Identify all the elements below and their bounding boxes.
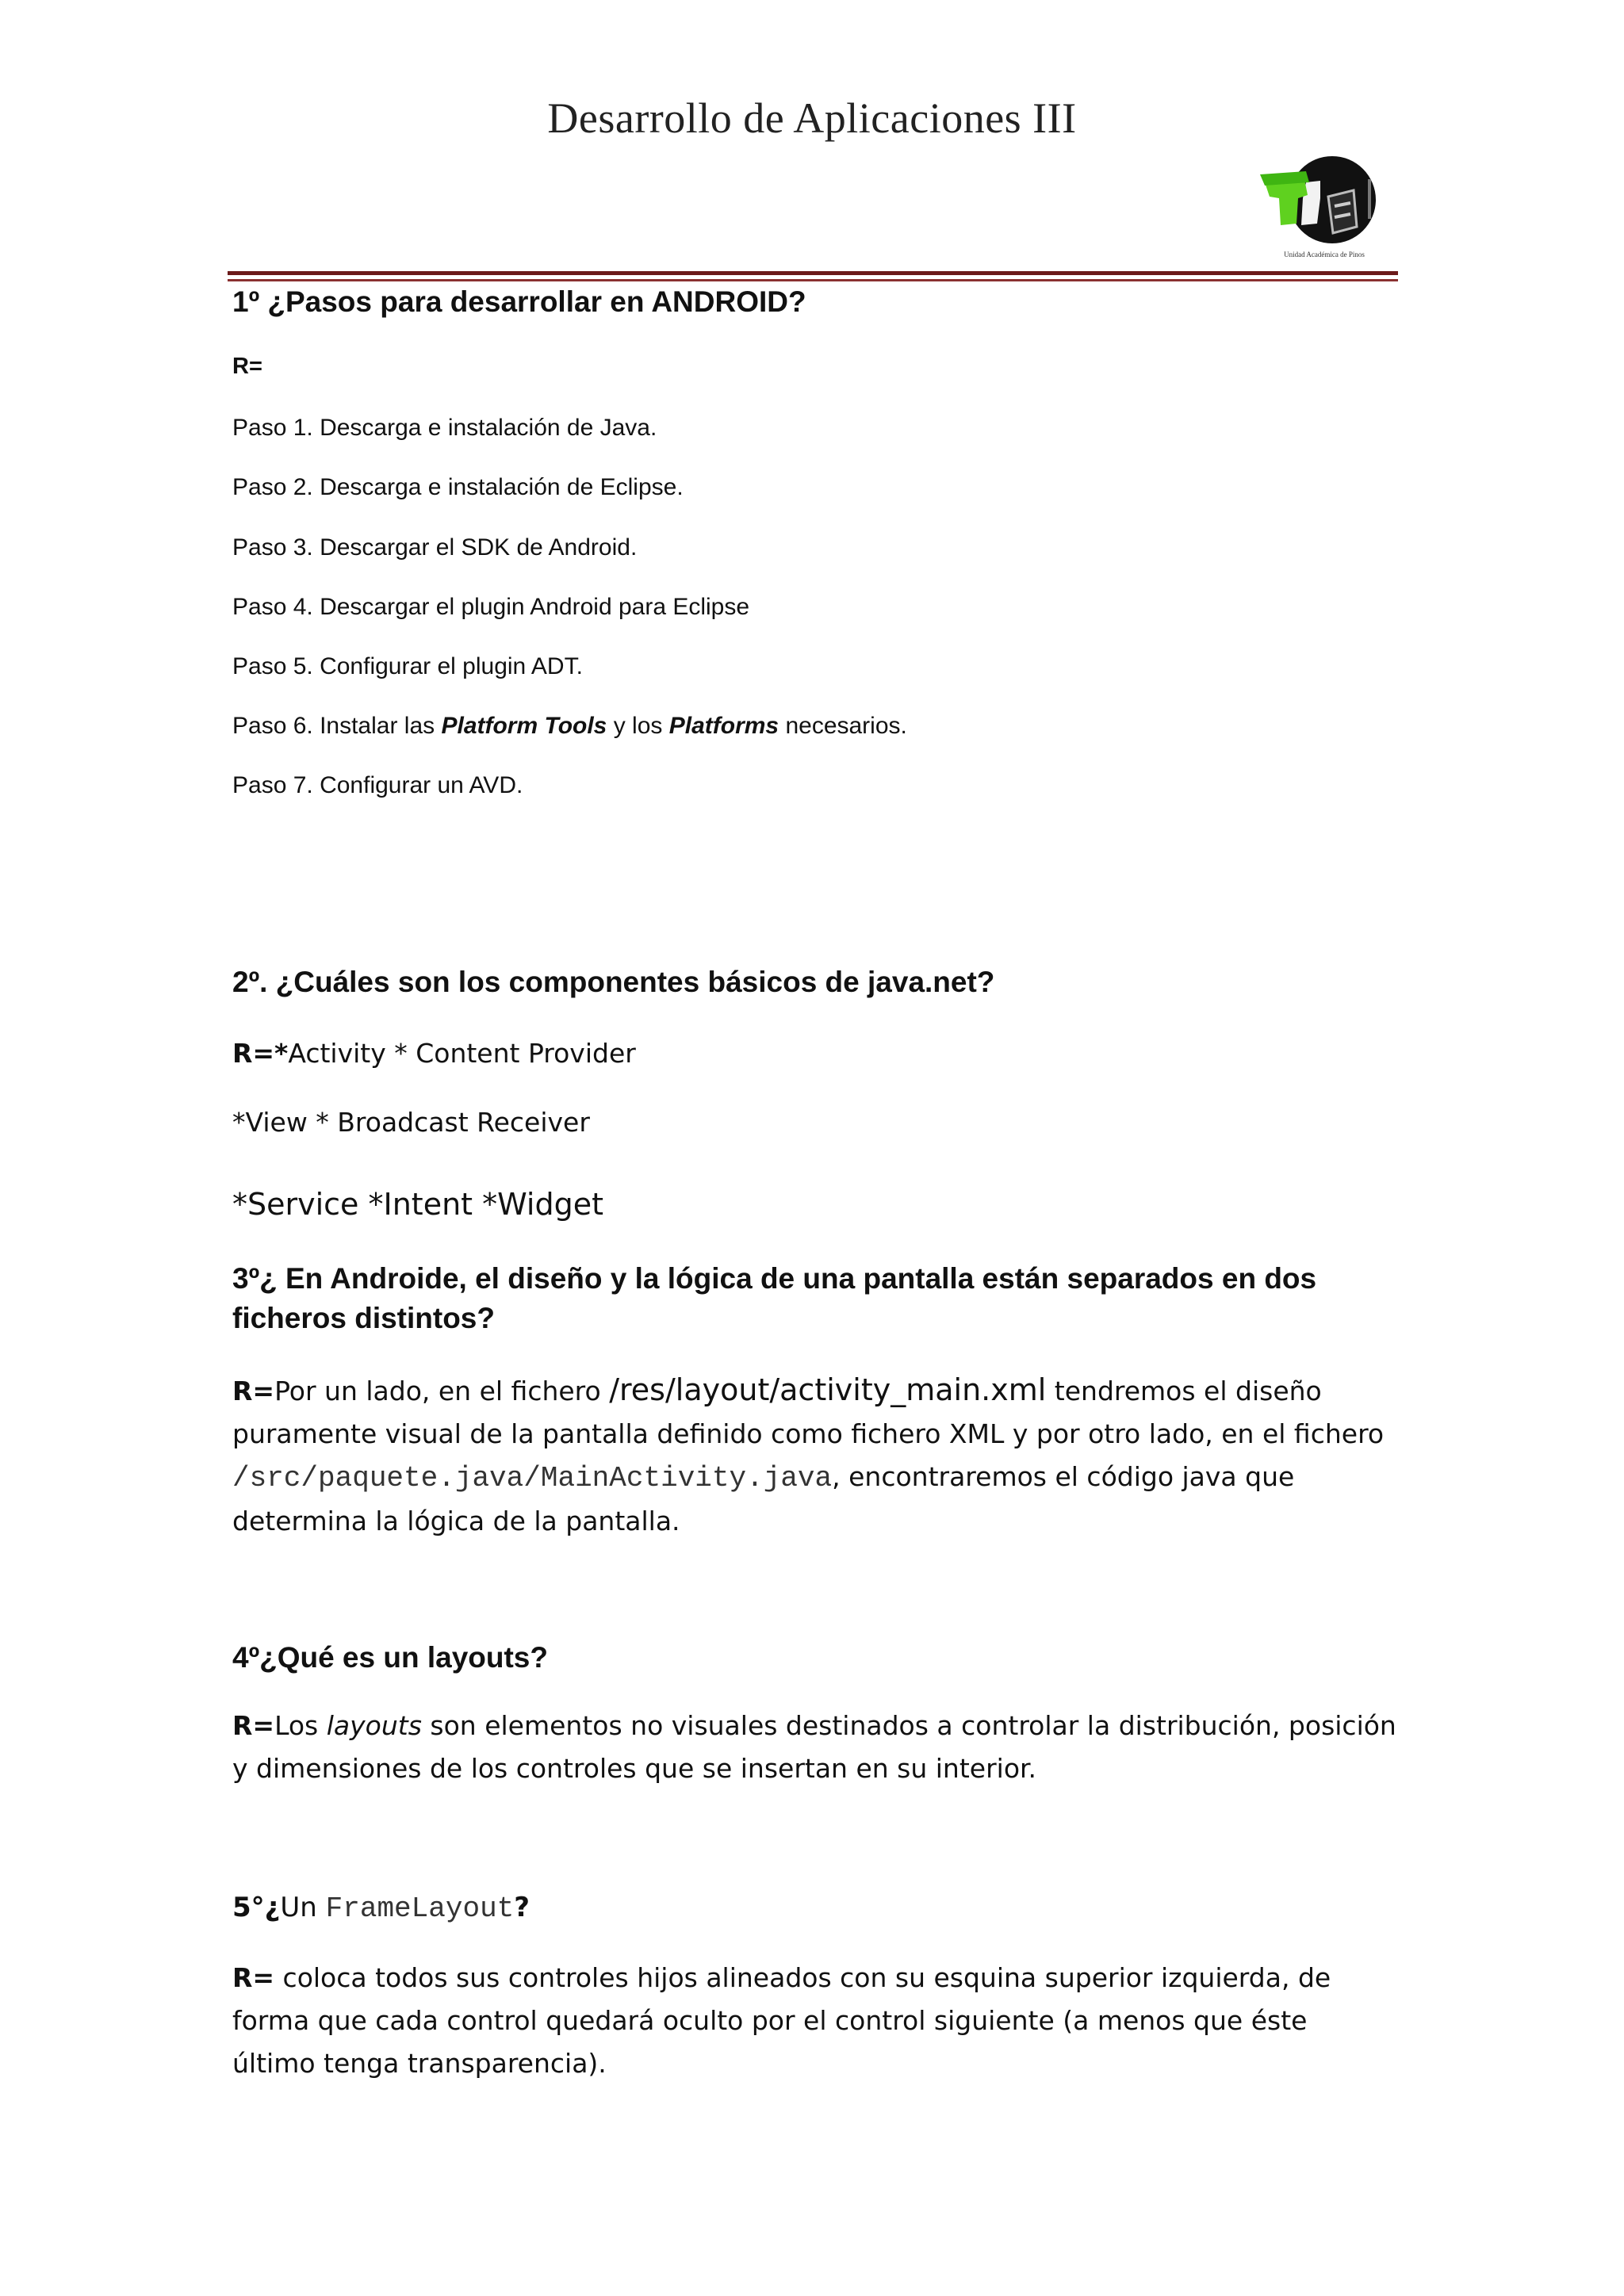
step-1: Paso 1. Descarga e instalación de Java. bbox=[232, 415, 657, 441]
header-rule-thin bbox=[228, 279, 1398, 281]
question-4: 4º¿Qué es un layouts? bbox=[232, 1641, 548, 1674]
page-title: Desarrollo de Aplicaciones III bbox=[547, 94, 1077, 142]
header-rule bbox=[228, 271, 1398, 275]
framelayout-term: FrameLayout bbox=[325, 1892, 515, 1925]
step-5: Paso 5. Configurar el plugin ADT. bbox=[232, 653, 583, 679]
answer-label-1: R= bbox=[232, 354, 262, 379]
answer-2-line-3: *Service *Intent *Widget bbox=[232, 1187, 603, 1222]
step-7: Paso 7. Configurar un AVD. bbox=[232, 772, 523, 798]
layouts-term: layouts bbox=[326, 1710, 422, 1741]
platforms-term: Platforms bbox=[668, 713, 779, 739]
activity-file-path: /src/paquete.java/MainActivity.java bbox=[232, 1462, 833, 1494]
answer-4: R=Los layouts son elementos no visuales destinados a controlar la distribución, posición y dimensiones de los controles que se insertan en su interior. bbox=[232, 1710, 1396, 1784]
question-1: 1º ¿Pasos para desarrollar en ANDROID? bbox=[232, 285, 806, 318]
answer-2-line-1: R=*Activity * Content Provider bbox=[232, 1038, 636, 1069]
question-2: 2º. ¿Cuáles son los componentes básicos de java.net? bbox=[232, 966, 995, 998]
logo-caption: Unidad Académica de Pinos bbox=[1284, 251, 1365, 258]
step-3: Paso 3. Descargar el SDK de Android. bbox=[232, 534, 638, 561]
platform-tools-term: Platform Tools bbox=[441, 713, 607, 739]
step-2: Paso 2. Descarga e instalación de Eclipse. bbox=[232, 474, 684, 500]
step-4: Paso 4. Descargar el plugin Android para Eclipse bbox=[232, 594, 750, 620]
step-6: Paso 6. Instalar las Platform Tools y los Platforms necesarios. bbox=[232, 713, 907, 739]
question-3: 3º¿ En Androide, el diseño y la lógica de una pantalla están separados en dos ficheros distintos? bbox=[232, 1262, 1317, 1334]
answer-3: R=Por un lado, en el fichero /res/layout/activity_main.xml tendremos el diseño puramente visual de la pantalla definido como fichero XML y por otro lado, en el fichero /src/paquete.java/MainActivity.java, encontraremos el código java que determina la lógica de la pantalla. bbox=[232, 1372, 1385, 1536]
answer-5: R= coloca todos sus controles hijos alineados con su esquina superior izquierda, de forma que cada control quedará oculto por el control siguiente (a menos que éste último tenga transparencia). bbox=[232, 1962, 1331, 2079]
layout-file-path: /res/layout/activity_main.xml bbox=[609, 1372, 1047, 1407]
question-5: 5°¿Un FrameLayout? bbox=[232, 1892, 530, 1925]
answer-2-line-2: *View * Broadcast Receiver bbox=[232, 1107, 590, 1138]
